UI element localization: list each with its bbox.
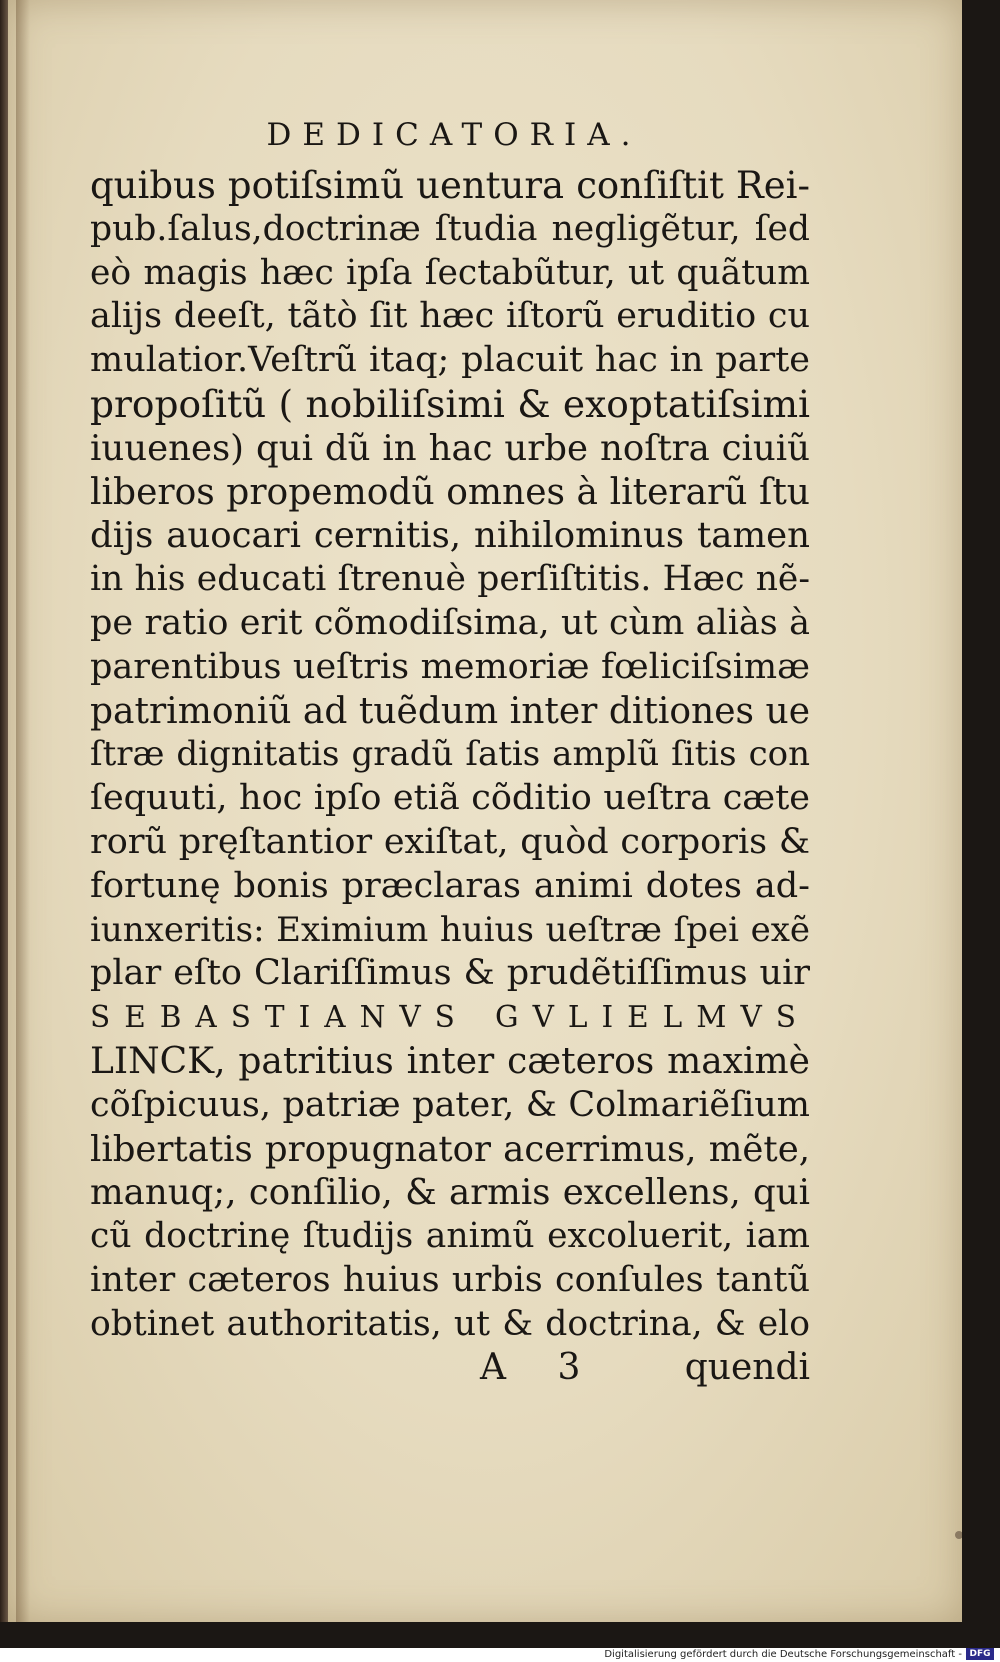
text-line-27: obtinet authoritatis, ut & doctrina, & elo [90,1303,810,1344]
text-line-16: rorũ pręſtantior exiſtat, quòd corporis & [90,821,810,862]
text-line-9: dijs auocari cernitis, nihilominus tamen [90,515,810,557]
signature-line [90,1347,810,1391]
text-line-12: parentibus ueſtris memoriæ fœliciſsimæ [90,646,810,687]
text-line-4: alijs deeſt, tãtò ſit hæc iſtorũ eruditio cu [90,296,810,337]
text-line-2: pub.ſalus,doctrinæ ſtudia negligẽtur, ſed [90,208,810,249]
text-line-20-name: SEBASTIANVS GVLIELMVS [90,1000,810,1035]
text-line-1: quibus potiſsimũ uentura conſiſtit Rei- [90,164,810,207]
text-line-18: iunxeritis: Eximium huius ueſtræ ſpei exẽ [90,909,810,950]
text-line-6: propoſitũ ( nobiliſsimi & exoptatiſsimi [90,381,810,426]
text-line-10: in his educati ſtrenuè perſiſtitis. Hæc nẽ- [90,559,810,600]
text-line-3: eò magis hæc ipſa ſectabũtur, ut quãtum [90,252,810,293]
page-text-block [90,112,810,1391]
text-line-26: inter cæteros huius urbis conſules tantũ [90,1259,810,1300]
text-line-24: manuq;, conſilio, & armis excellens, qui [90,1172,810,1214]
scanner-backdrop-right [962,0,1000,1648]
text-line-14: ſtræ dignitatis gradũ ſatis amplũ ſitis con [90,734,810,775]
text-line-11: pe ratio erit cõmodiſsima, ut cùm aliàs à [90,602,810,643]
text-line-17: fortunę bonis præclaras animi dotes ad- [90,865,810,906]
text-line-22: cõſpicuus, patriæ pater, & Colmariẽſium [90,1084,810,1125]
book-page [8,0,964,1624]
catchword: quendi [684,1346,810,1388]
text-line-13: patrimoniũ ad tuẽdum inter ditiones ue [90,690,810,732]
funding-credit: Digitalisierung gefördert durch die Deutsche Forschungsgemeinschaft - [604,1649,962,1660]
signature-mark: A 3 [480,1346,601,1388]
running-head: DEDICATORIA. [266,117,642,153]
text-line-19: plar eſto Clariſſimus & prudẽtiſſimus uir [90,953,810,994]
text-line-21: LINCK, patritius inter cæteros maximè [90,1040,810,1082]
scanner-backdrop-bottom [0,1622,1000,1648]
digitization-footer [0,1648,1000,1662]
page-gutter-shadow [16,0,30,1624]
text-line-15: ſequuti, hoc ipſo etiã cõditio ueſtra cæte [90,778,810,819]
text-line-23: libertatis propugnator acerrimus, mẽte, [90,1128,810,1170]
dfg-logo-icon: DFG [966,1648,994,1660]
text-line-8: liberos propemodũ omnes à literarũ ſtu [90,471,810,513]
text-line-7: iuuenes) qui dũ in hac urbe noſtra ciuiũ [90,427,810,469]
text-line-5: mulatior.Veſtrũ itaq; placuit hac in parte [90,340,810,381]
text-line-25: cũ doctrinę ſtudijs animũ excoluerit, iam [90,1216,810,1257]
